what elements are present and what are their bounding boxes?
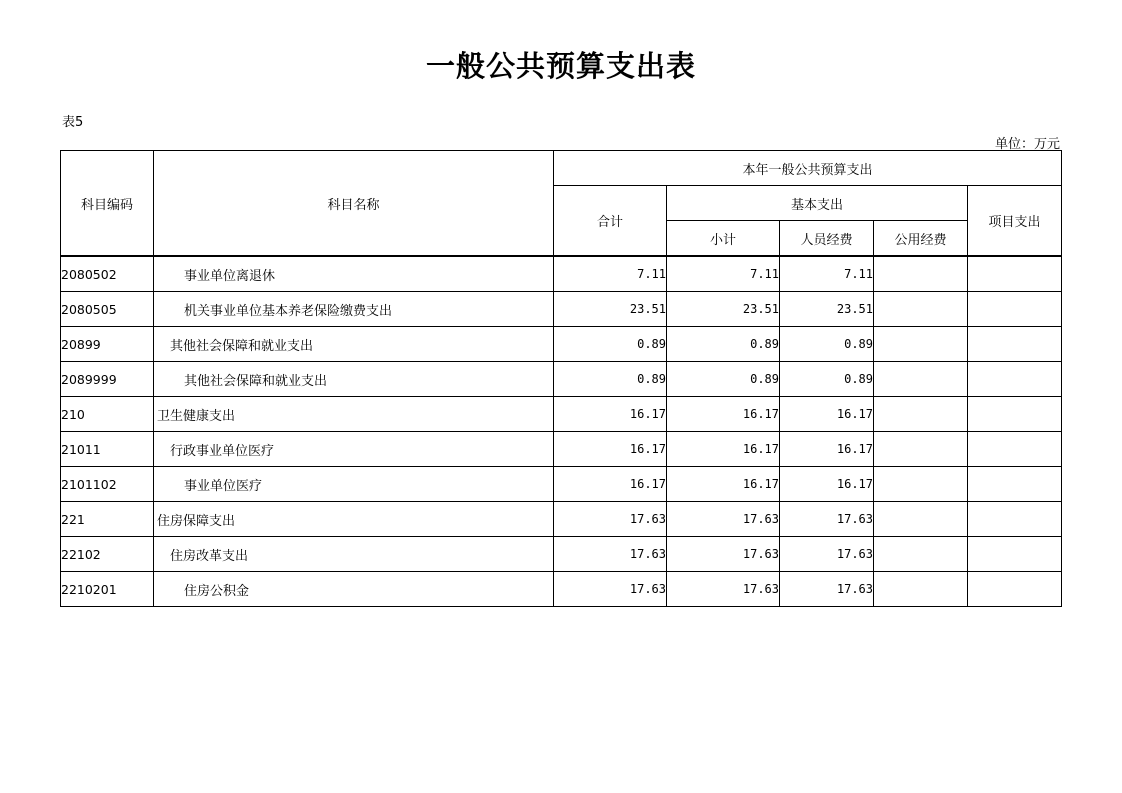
table-row bbox=[61, 467, 1062, 502]
header-public: 公用经费 bbox=[874, 221, 968, 257]
header-total: 合计 bbox=[554, 186, 667, 257]
cell-name: 事业单位医疗 bbox=[154, 467, 554, 502]
header-code: 科目编码 bbox=[61, 151, 154, 257]
cell-total: 23.51 bbox=[554, 292, 667, 327]
cell-subtotal: 23.51 bbox=[667, 292, 780, 327]
cell-subtotal: 0.89 bbox=[667, 362, 780, 397]
cell-code: 22102 bbox=[61, 537, 154, 572]
table-row bbox=[61, 432, 1062, 467]
table-row bbox=[61, 292, 1062, 327]
cell-personnel: 17.63 bbox=[780, 537, 874, 572]
cell-name: 机关事业单位基本养老保险缴费支出 bbox=[154, 292, 554, 327]
cell-project bbox=[968, 572, 1062, 607]
cell-code: 21011 bbox=[61, 432, 154, 467]
cell-total: 17.63 bbox=[554, 502, 667, 537]
table-row bbox=[61, 327, 1062, 362]
cell-public bbox=[874, 432, 968, 467]
table-body bbox=[61, 256, 1062, 607]
cell-name: 住房公积金 bbox=[154, 572, 554, 607]
cell-personnel: 16.17 bbox=[780, 432, 874, 467]
unit-label: 单位：万元 bbox=[994, 137, 1060, 152]
cell-project bbox=[968, 256, 1062, 292]
cell-public bbox=[874, 572, 968, 607]
cell-name: 住房保障支出 bbox=[154, 502, 554, 537]
cell-project bbox=[968, 292, 1062, 327]
cell-subtotal: 17.63 bbox=[667, 537, 780, 572]
cell-code: 2080505 bbox=[61, 292, 154, 327]
cell-subtotal: 16.17 bbox=[667, 432, 780, 467]
header-personnel: 人员经费 bbox=[780, 221, 874, 257]
cell-public bbox=[874, 327, 968, 362]
page-title: 一般公共预算支出表 bbox=[425, 49, 696, 83]
cell-personnel: 17.63 bbox=[780, 572, 874, 607]
cell-personnel: 0.89 bbox=[780, 327, 874, 362]
budget-table bbox=[60, 150, 1062, 607]
cell-total: 7.11 bbox=[554, 256, 667, 292]
cell-project bbox=[968, 537, 1062, 572]
cell-subtotal: 16.17 bbox=[667, 397, 780, 432]
table-row bbox=[61, 572, 1062, 607]
cell-total: 17.63 bbox=[554, 537, 667, 572]
cell-code: 2089999 bbox=[61, 362, 154, 397]
cell-name: 事业单位离退休 bbox=[154, 256, 554, 292]
cell-public bbox=[874, 467, 968, 502]
cell-public bbox=[874, 502, 968, 537]
cell-personnel: 16.17 bbox=[780, 467, 874, 502]
cell-subtotal: 7.11 bbox=[667, 256, 780, 292]
cell-subtotal: 17.63 bbox=[667, 502, 780, 537]
cell-project bbox=[968, 327, 1062, 362]
cell-name: 其他社会保障和就业支出 bbox=[154, 327, 554, 362]
cell-public bbox=[874, 537, 968, 572]
cell-public bbox=[874, 292, 968, 327]
cell-code: 210 bbox=[61, 397, 154, 432]
cell-total: 0.89 bbox=[554, 362, 667, 397]
cell-code: 2210201 bbox=[61, 572, 154, 607]
cell-project bbox=[968, 467, 1062, 502]
table-row bbox=[61, 502, 1062, 537]
cell-project bbox=[968, 397, 1062, 432]
table-number: 表5 bbox=[62, 115, 84, 130]
header-project: 项目支出 bbox=[968, 186, 1062, 257]
cell-personnel: 23.51 bbox=[780, 292, 874, 327]
cell-total: 17.63 bbox=[554, 572, 667, 607]
cell-subtotal: 16.17 bbox=[667, 467, 780, 502]
cell-name: 住房改革支出 bbox=[154, 537, 554, 572]
cell-subtotal: 0.89 bbox=[667, 327, 780, 362]
cell-total: 16.17 bbox=[554, 467, 667, 502]
table-header bbox=[61, 151, 1062, 257]
table-row bbox=[61, 256, 1062, 292]
cell-code: 20899 bbox=[61, 327, 154, 362]
cell-code: 221 bbox=[61, 502, 154, 537]
cell-code: 2101102 bbox=[61, 467, 154, 502]
cell-total: 16.17 bbox=[554, 397, 667, 432]
cell-personnel: 16.17 bbox=[780, 397, 874, 432]
cell-project bbox=[968, 432, 1062, 467]
cell-name: 卫生健康支出 bbox=[154, 397, 554, 432]
table-row bbox=[61, 362, 1062, 397]
cell-public bbox=[874, 362, 968, 397]
cell-subtotal: 17.63 bbox=[667, 572, 780, 607]
table-row bbox=[61, 537, 1062, 572]
cell-code: 2080502 bbox=[61, 256, 154, 292]
cell-project bbox=[968, 362, 1062, 397]
table-row bbox=[61, 397, 1062, 432]
cell-personnel: 0.89 bbox=[780, 362, 874, 397]
cell-total: 16.17 bbox=[554, 432, 667, 467]
cell-project bbox=[968, 502, 1062, 537]
header-name: 科目名称 bbox=[154, 151, 554, 257]
header-basic: 基本支出 bbox=[667, 186, 968, 221]
cell-total: 0.89 bbox=[554, 327, 667, 362]
cell-public bbox=[874, 256, 968, 292]
header-group: 本年一般公共预算支出 bbox=[554, 151, 1062, 186]
header-subtotal: 小计 bbox=[667, 221, 780, 257]
cell-personnel: 7.11 bbox=[780, 256, 874, 292]
cell-personnel: 17.63 bbox=[780, 502, 874, 537]
cell-name: 其他社会保障和就业支出 bbox=[154, 362, 554, 397]
cell-name: 行政事业单位医疗 bbox=[154, 432, 554, 467]
cell-public bbox=[874, 397, 968, 432]
